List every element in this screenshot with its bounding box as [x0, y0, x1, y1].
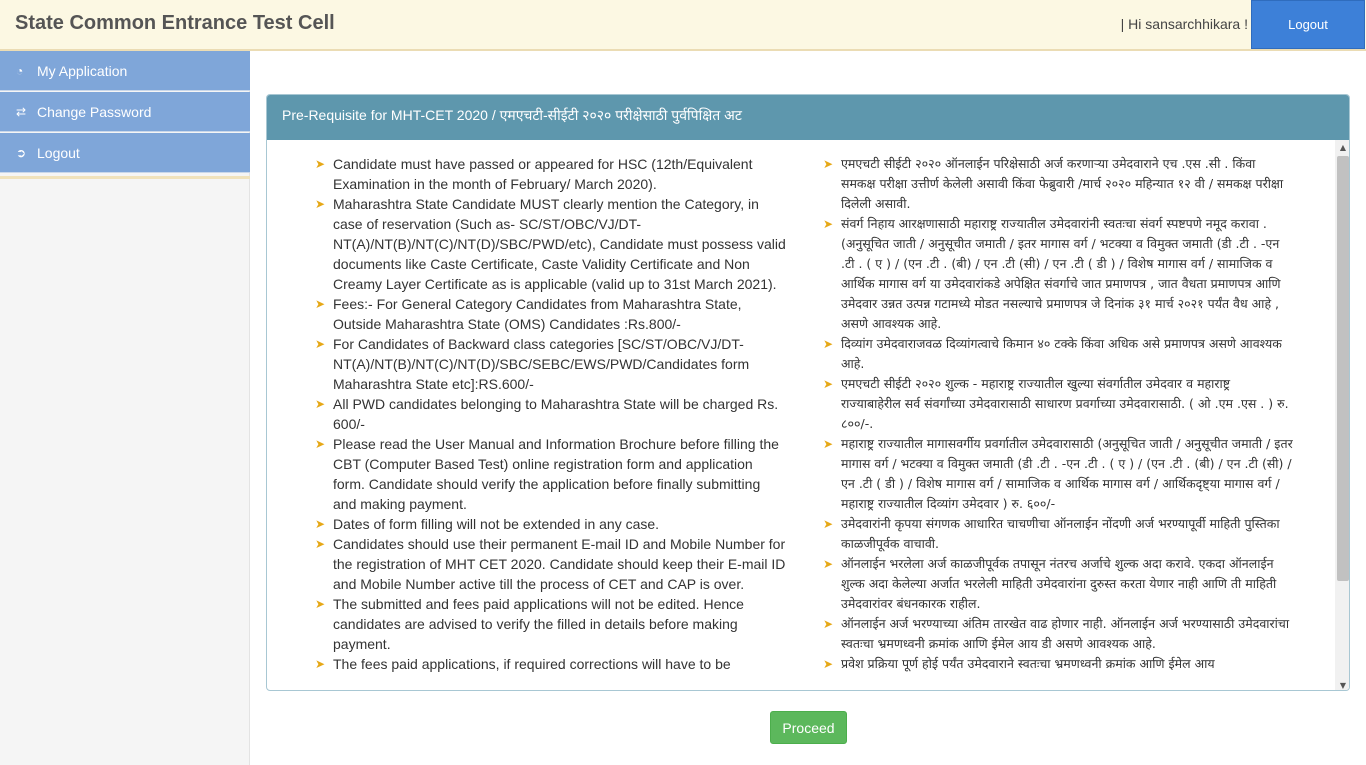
scroll-down-icon[interactable]: ▼ [1339, 680, 1347, 690]
list-item-text: एमएचटी सीईटी २०२० शुल्क - महाराष्ट्र राज्यातील खुल्या संवर्गातील उमेदवार व महाराष्ट्र राज्याबाहेरील सर्व संवर्गांच्या उमेदवारासाठी साधारण प्रवर्गाच्या उमेदवारासाठी. ( ओ .एम .एस . ) रु. ८००/-. [841, 376, 1289, 431]
list-item [315, 334, 787, 394]
sidebar-divider [0, 176, 250, 179]
sidebar-item-label: Change Password [37, 103, 152, 120]
arrow-bullet-icon: ➤ [823, 617, 834, 631]
list-item-text: Candidates should use their permanent E-mail ID and Mobile Number for the registration of MHT CET 2020. Candidate should keep their E-mail ID and Mobile Number active till the process of CET and CAP is over. [333, 536, 786, 592]
arrow-bullet-icon: ➤ [315, 537, 326, 551]
dashboard-icon: ◔ [16, 63, 24, 78]
proceed-button[interactable]: Proceed [770, 711, 847, 744]
list-item [823, 154, 1293, 214]
list-item [823, 614, 1293, 654]
arrow-bullet-icon: ➤ [823, 157, 834, 171]
list-item-text: ऑनलाईन भरलेला अर्ज काळजीपूर्वक तपासून नंतरच अर्जाचे शुल्क अदा करावे. एकदा ऑनलाईन शुल्क अदा केलेल्या अर्जात भरलेली माहिती उमेदवारांना दुरुस्त करता येणार नाही आणि ती माहिती उमेदवारांवर बंधनकारक राहील. [841, 556, 1277, 611]
sidebar-item-label: Logout [37, 144, 80, 161]
panel-scrollbar[interactable] [1335, 140, 1350, 691]
panel-title: Pre-Requisite for MHT-CET 2020 / एमएचटी-सीईटी २०२० परीक्षेसाठी पुर्वपिक्षित अट [267, 95, 1350, 140]
list-item-text: ऑनलाईन अर्ज भरण्याच्या अंतिम तारखेत वाढ होणार नाही. ऑनलाईन अर्ज भरण्यासाठी उमेदवारांचा स्वतःचा भ्रमणध्वनी क्रमांक आणि ईमेल आय डी असणे आवश्यक आहे. [841, 616, 1290, 651]
list-item [315, 594, 787, 654]
scroll-thumb[interactable] [1337, 156, 1349, 581]
exchange-icon: ⇄ [16, 104, 27, 119]
list-item [823, 654, 1293, 674]
arrow-bullet-icon: ➤ [823, 517, 834, 531]
arrow-bullet-icon: ➤ [823, 337, 834, 351]
arrow-bullet-icon: ➤ [823, 437, 834, 451]
list-item-text: The submitted and fees paid applications will not be edited. Hence candidates are advised to verify the filled in details before making payment. [333, 596, 744, 652]
list-item-text: Candidate must have passed or appeared for HSC (12th/Equivalent Examination in the month of February/ March 2020). [333, 156, 753, 192]
list-item [315, 534, 787, 594]
top-header [0, 0, 1366, 51]
sign-out-icon: ➲ [16, 145, 27, 160]
list-item [315, 294, 787, 334]
arrow-bullet-icon: ➤ [315, 157, 326, 171]
arrow-bullet-icon: ➤ [823, 557, 834, 571]
list-item [823, 374, 1293, 434]
list-item [315, 394, 787, 434]
sidebar-item-my-application[interactable] [0, 51, 250, 91]
list-item-text: उमेदवारांनी कृपया संगणक आधारित चाचणीचा ऑनलाईन नोंदणी अर्ज भरण्यापूर्वी माहिती पुस्तिका काळजीपूर्वक वाचावी. [841, 516, 1280, 551]
arrow-bullet-icon: ➤ [315, 437, 326, 451]
arrow-bullet-icon: ➤ [315, 337, 326, 351]
list-item-text: All PWD candidates belonging to Maharashtra State will be charged Rs. 600/- [333, 396, 779, 432]
arrow-bullet-icon: ➤ [315, 657, 326, 671]
sidebar-item-logout[interactable] [0, 133, 250, 173]
list-item-text: Fees:- For General Category Candidates from Maharashtra State, Outside Maharashtra State (OMS) Candidates :Rs.800/- [333, 296, 742, 332]
arrow-bullet-icon: ➤ [315, 197, 326, 211]
scroll-up-icon[interactable]: ▲ [1339, 142, 1347, 152]
arrow-bullet-icon: ➤ [823, 657, 834, 671]
list-item [315, 654, 787, 674]
list-item-text: दिव्यांग उमेदवाराजवळ दिव्यांगत्वाचे किमान ४० टक्के किंवा अधिक असे प्रमाणपत्र असणे आवश्यक आहे. [841, 336, 1282, 371]
list-item [823, 214, 1293, 334]
list-item-text: Dates of form filling will not be extended in any case. [333, 516, 660, 532]
arrow-bullet-icon: ➤ [315, 517, 326, 531]
list-item-text: For Candidates of Backward class categories [SC/ST/OBC/VJ/DT-NT(A)/NT(B)/NT(C)/NT(D)/SBC/SEBC/EWS/PWD/Candidates form Maharashtra State etc]:RS.600/- [333, 336, 750, 392]
list-item-text: Please read the User Manual and Information Brochure before filling the CBT (Computer Based Test) online registration form and application form. Candidate should verify the application before finally submitting and making payment. [333, 436, 779, 512]
site-title: State Common Entrance Test Cell [15, 12, 335, 34]
list-item-text: महाराष्ट्र राज्यातील मागासवर्गीय प्रवर्गातील उमेदवारासाठी (अनुसूचित जाती / अनुसूचीत जमाती / इतर मागास वर्ग / भटक्या व विमुक्त जमाती (डी .टी . -एन .टी . ( ए ) / (एन .टी . (बी) / एन .टी (सी) / एन .टी ( डी ) / विशेष मागास वर्ग / सामाजिक व आर्थिक मागास वर्ग / आर्थिकदृष्ट्या मागास वर्ग / महाराष्ट्र राज्यातील दिव्यांग उमेदवार ) रु. ६००/- [841, 436, 1293, 511]
list-item [315, 194, 787, 294]
sidebar-item-label: My Application [37, 62, 128, 79]
list-item [823, 554, 1293, 614]
prerequisite-panel [266, 94, 1350, 691]
arrow-bullet-icon: ➤ [823, 217, 834, 231]
list-item [315, 434, 787, 514]
list-item-text: The fees paid applications, if required corrections will have to be [333, 656, 731, 672]
english-prerequisite-list [315, 154, 787, 674]
marathi-prerequisite-list [823, 154, 1293, 674]
list-item-text: प्रवेश प्रक्रिया पूर्ण होई पर्यंत उमेदवाराने स्वतःचा भ्रमणध्वनी क्रमांक आणि ईमेल आय [841, 656, 1215, 671]
arrow-bullet-icon: ➤ [315, 297, 326, 311]
arrow-bullet-icon: ➤ [315, 597, 326, 611]
list-item [315, 154, 787, 194]
panel-body[interactable] [267, 140, 1335, 691]
list-item [823, 334, 1293, 374]
list-item-text: एमएचटी सीईटी २०२० ऑनलाईन परिक्षेसाठी अर्ज करणाऱ्या उमेदवाराने एच .एस .सी . किंवा समकक्ष परीक्षा उत्तीर्ण केलेली असावी किंवा फेब्रुवारी /मार्च २०२० महिन्यात १२ वी / समकक्ष परीक्षा दिलेली असावी. [841, 156, 1284, 211]
user-greeting: | Hi sansarchhikara ! [1120, 16, 1248, 32]
list-item [823, 514, 1293, 554]
arrow-bullet-icon: ➤ [823, 377, 834, 391]
sidebar [0, 51, 250, 765]
list-item-text: संवर्ग निहाय आरक्षणासाठी महाराष्ट्र राज्यातील उमेदवारांनी स्वतःचा संवर्ग स्पष्टपणे नमूद करावा . (अनुसूचित जाती / अनुसूचीत जमाती / इतर मागास वर्ग / भटक्या व विमुक्त जमाती (डी .टी . -एन .टी . ( ए ) / (एन .टी . (बी) / एन .टी (सी) / एन .टी ( डी ) / विशेष मागास वर्ग / सामाजिक व आर्थिक मागास वर्ग या उमेदवारांकडे अपेक्षित संवर्गाचे जात प्रमाणपत्र , जात वैधता प्रमाणपत्र आणि उमेदवार उन्नत उत्पन्न गटामध्ये मोडत नसल्याचे प्रमाणपत्र जे दिनांक ३१ मार्च २०२१ पर्यंत वैध आहे , असणे आवश्यक आहे. [841, 216, 1281, 331]
list-item [315, 514, 787, 534]
logout-button[interactable]: Logout [1251, 0, 1365, 49]
list-item [823, 434, 1293, 514]
list-item-text: Maharashtra State Candidate MUST clearly mention the Category, in case of reservation (Such as- SC/ST/OBC/VJ/DT-NT(A)/NT(B)/NT(C)/NT(D)/SBC/PWD/etc), Candidate must possess valid documents like Caste Certificate, Caste Validity Certificate and Non Creamy Layer Certificate as is applicable (valid up to 31st March 2021). [333, 196, 786, 292]
sidebar-item-change-password[interactable] [0, 92, 250, 132]
arrow-bullet-icon: ➤ [315, 397, 326, 411]
